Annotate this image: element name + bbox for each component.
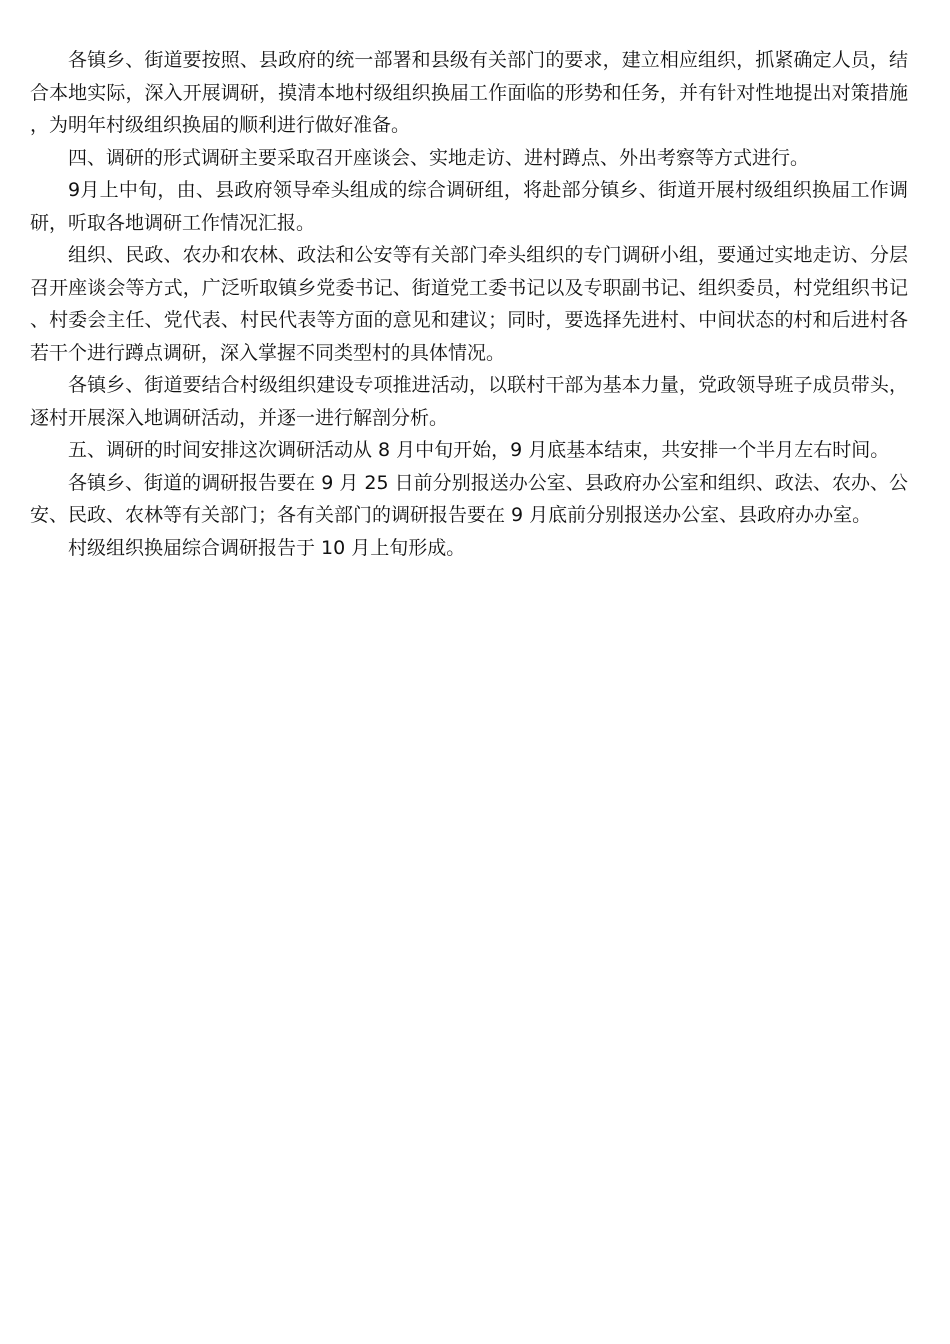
paragraph-2: 四、调研的形式调研主要采取召开座谈会、实地走访、进村蹲点、外出考察等方式进行。 — [68, 146, 810, 169]
paragraph-6: 五、调研的时间安排这次调研活动从 8 月中旬开始，9 月底基本结束，共安排一个半月左右时间。 — [68, 439, 890, 461]
paragraph-7: 各镇乡、街道的调研报告要在 9 月 25 日前分别报送办公室、县政府办公室和组织、政法、农办、公安、民政、农林等有关部门；各有关部门的调研报告要在 9 月底前分别报送办公室、县政府办办室。 — [30, 471, 908, 526]
document-page — [30, 44, 908, 564]
paragraph-5: 各镇乡、街道要结合村级组织建设专项推进活动，以联村干部为基本力量，党政领导班子成员带头，逐村开展深入地调研活动，并逐一进行解剖分析。 — [30, 374, 908, 429]
paragraph-3: 9月上中旬，由、县政府领导牵头组成的综合调研组，将赴部分镇乡、街道开展村级组织换届工作调研，听取各地调研工作情况汇报。 — [30, 179, 908, 234]
paragraph-4: 组织、民政、农办和农林、政法和公安等有关部门牵头组织的专门调研小组，要通过实地走访、分层召开座谈会等方式，广泛听取镇乡党委书记、街道党工委书记以及专职副书记、组织委员，村党组织书记、村委会主任、党代表、村民代表等方面的意见和建议；同时，要选择先进村、中间状态的村和后进村各若干个进行蹲点调研，深入掌握不同类型村的具体情况。 — [30, 244, 908, 364]
paragraph-8: 村级组织换届综合调研报告于 10 月上旬形成。 — [68, 536, 466, 559]
paragraph-1: 各镇乡、街道要按照、县政府的统一部署和县级有关部门的要求，建立相应组织，抓紧确定人员，结合本地实际，深入开展调研，摸清本地村级组织换届工作面临的形势和任务，并有针对性地提出对策措施，为明年村级组织换届的顺利进行做好准备。 — [30, 49, 908, 136]
